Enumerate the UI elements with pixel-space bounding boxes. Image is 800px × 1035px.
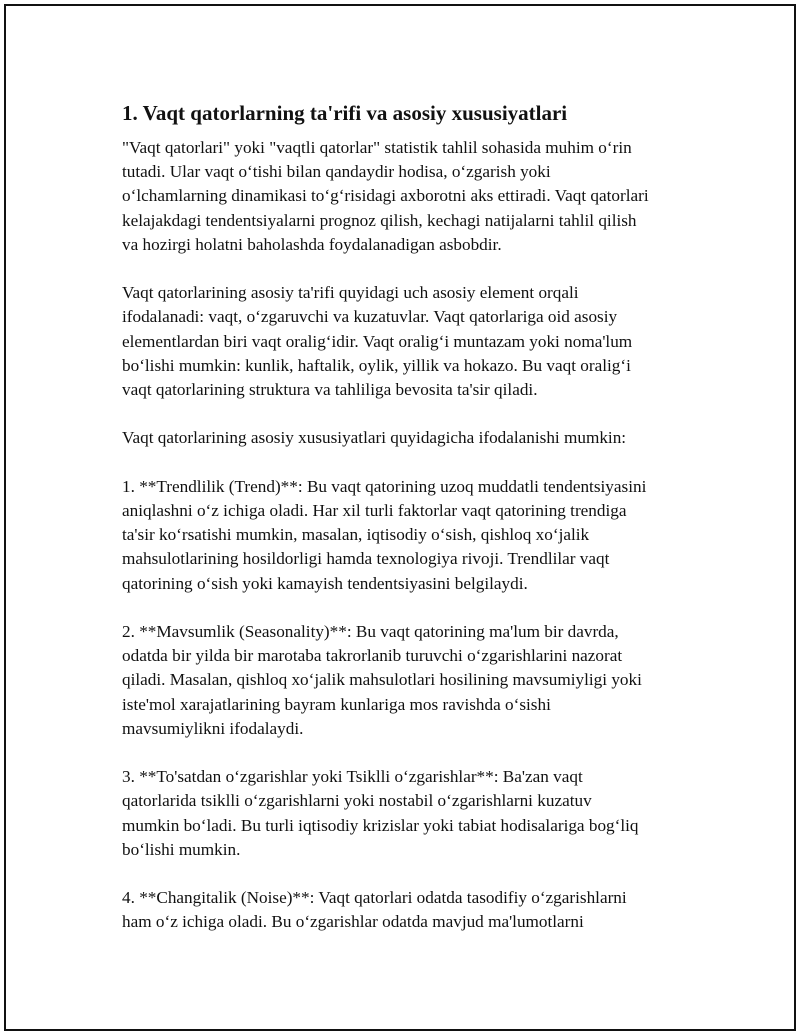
section-heading: 1. Vaqt qatorlarning ta'rifi va asosiy xususiyatlari [122, 101, 568, 125]
document-body [122, 100, 702, 959]
paragraph-definition: Vaqt qatorlarining asosiy ta'rifi quyidagi uch asosiy element orqali ifodalanadi: vaqt, oʻzgaruvchi va kuzatuvlar. Vaqt qatorlariga oid asosiy elementlardan biri vaqt oraligʻidir. Vaqt oraligʻi muntazam yoki noma'lum boʻlishi mumkin: kunlik, haftalik, oylik, yillik va hokazo. Bu vaqt oraligʻi vaqt qatorlarining struktura va tahliliga bevosita ta'sir qiladi. [122, 283, 633, 400]
paragraph-features-intro: Vaqt qatorlarining asosiy xususiyatlari quyidagicha ifodalanishi mumkin: [122, 428, 627, 448]
page-frame [4, 4, 796, 1031]
paragraph-intro: "Vaqt qatorlari" yoki "vaqtli qatorlar" statistik tahlil sohasida muhim oʻrin tutadi. Ular vaqt oʻtishi bilan qandaydir hodisa, oʻzgarish yoki oʻlchamlarning dinamikasi toʻgʻrisidagi axborotni aks ettiradi. Vaqt qatorlari kelajakdagi tendentsiyalarni prognoz qilish, kechagi natijalarni tahlil qilish va hozirgi holatni baholashda foydalanadigan asbobdir. [122, 138, 649, 254]
paragraph-seasonality: 2. **Mavsumlik (Seasonality)**: Bu vaqt qatorining ma'lum bir davrda, odatda bir yilda bir marotaba takrorlanib turuvchi oʻzgarishlarini nazorat qiladi. Masalan, qishloq xoʻjalik mahsulotlari hosilining mavsumiyligi yoki iste'mol xarajatlarining bayram kunlariga mos ravishda oʻsishi mavsumiylikni ifodalaydi. [122, 622, 642, 738]
paragraph-noise: 4. **Changitalik (Noise)**: Vaqt qatorlari odatda tasodifiy oʻzgarishlarni ham oʻz ichiga oladi. Bu oʻzgarishlar odatda mavjud ma'lumotlarni [122, 888, 627, 932]
paragraph-trend: 1. **Trendlilik (Trend)**: Bu vaqt qatorining uzoq muddatli tendentsiyasini aniqlashni oʻz ichiga oladi. Har xil turli faktorlar vaqt qatorining trendiga ta'sir koʻrsatishi mumkin, masalan, iqtisodiy oʻsish, qishloq xoʻjalik mahsulotlarining hosildorligi hamda texnologiya rivoji. Trendlilar vaqt qatorining oʻsish yoki kamayish tendentsiyasini belgilaydi. [122, 476, 647, 593]
paragraph-cyclical: 3. **To'satdan oʻzgarishlar yoki Tsiklli oʻzgarishlar**: Ba'zan vaqt qatorlarida tsiklli oʻzgarishlarni yoki nostabil oʻzgarishlarni kuzatuv mumkin boʻladi. Bu turli iqtisodiy krizislar yoki tabiat hodisalariga bogʻliq boʻlishi mumkin. [122, 767, 639, 859]
